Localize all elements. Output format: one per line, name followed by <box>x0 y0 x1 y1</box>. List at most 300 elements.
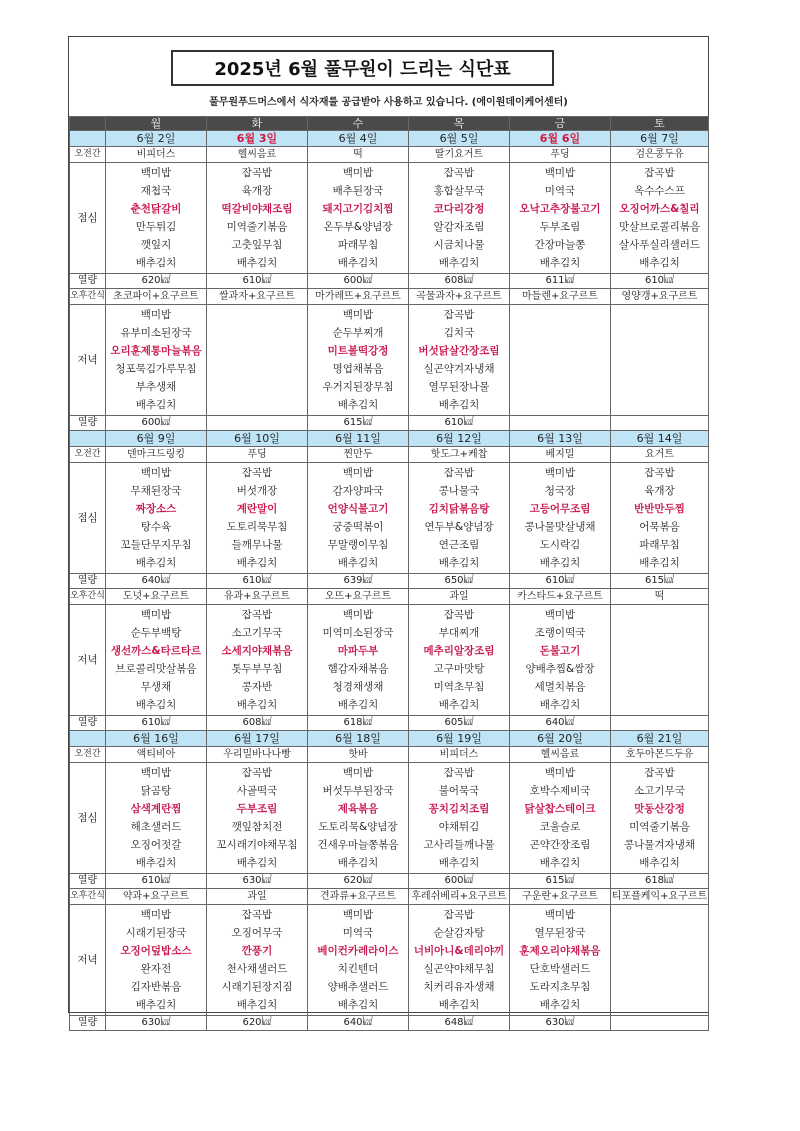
snack-am-cell: 비피더스 <box>409 747 510 763</box>
menu-item: 호박수제비국 <box>529 785 591 797</box>
menu-item: 버섯닭살간장조림 <box>418 345 500 357</box>
menu-item: 오징어까스&칠리 <box>619 203 700 215</box>
menu-item: 잡곡밥 <box>644 467 675 479</box>
date-cell: 6월 10일 <box>207 431 308 447</box>
snack-pm-cell: 약과+요구르트 <box>106 889 207 905</box>
subtitle: 풀무원푸드머스에서 식자재를 공급받아 사용하고 있습니다. (에이원데이케어센터) <box>209 97 568 108</box>
lunch-row <box>70 463 709 574</box>
menu-item: 백미밥 <box>342 767 374 779</box>
menu-item: 닭살찹스테이크 <box>524 803 596 815</box>
menu-item: 코다리강정 <box>433 203 485 215</box>
menu-item: 돼지고기김치찜 <box>322 203 394 215</box>
menu-item: 계란말이 <box>236 503 278 515</box>
date-cell: 6월 9일 <box>106 431 207 447</box>
menu-item: 춘천닭갈비 <box>130 203 182 215</box>
snack-am-cell: 비피더스 <box>106 147 207 163</box>
menu-item: 잡곡밥 <box>443 167 475 179</box>
lunch-cell <box>308 463 409 574</box>
menu-item: 깐풍기 <box>241 945 273 957</box>
date-cell: 6월 4일 <box>308 131 409 147</box>
dinner-row <box>70 905 709 1016</box>
snack-am-cell: 검은콩두유 <box>611 147 709 163</box>
lunch-cell <box>510 463 611 574</box>
dinner-row <box>70 605 709 716</box>
menu-item: 연두부&양념장 <box>424 521 494 533</box>
menu-item: 오징어덮밥소스 <box>120 945 192 957</box>
menu-item: 육개장 <box>241 185 273 197</box>
kcal-cell: 630㎉ <box>510 1016 611 1031</box>
menu-item: 백미밥 <box>140 167 172 179</box>
kcal-cell <box>510 416 611 431</box>
menu-item: 배추김치 <box>135 999 177 1011</box>
lunch-cell <box>106 463 207 574</box>
date-row-corner <box>70 731 106 747</box>
menu-item: 세멸치볶음 <box>534 681 586 693</box>
kcal-cell: 640㎉ <box>510 716 611 731</box>
date-cell: 6월 17일 <box>207 731 308 747</box>
menu-item: 무채된장국 <box>130 485 182 497</box>
menu-item: 김치닭볶음탕 <box>428 503 490 515</box>
menu-item: 김치국 <box>443 327 475 339</box>
menu-item: 옥수수스프 <box>634 185 685 197</box>
snack-pm-cell: 견과류+요구르트 <box>308 889 409 905</box>
lunch-row <box>70 763 709 874</box>
menu-item: 배추김치 <box>639 857 680 869</box>
snack-pm-cell: 도넛+요구르트 <box>106 589 207 605</box>
lunch-label: 점심 <box>70 763 106 874</box>
date-row-corner <box>70 131 106 147</box>
menu-item: 언양식불고기 <box>327 503 389 515</box>
snack-am-cell: 핫바 <box>308 747 409 763</box>
menu-item: 고구마맛탕 <box>433 663 485 675</box>
menu-item: 백미밥 <box>342 909 374 921</box>
menu-item: 백미밥 <box>140 909 172 921</box>
menu-item: 꽁치김치조림 <box>428 803 490 815</box>
date-cell: 6월 21일 <box>611 731 709 747</box>
dinner-cell <box>409 305 510 416</box>
dinner-kcal-row <box>70 716 709 731</box>
date-cell: 6월 5일 <box>409 131 510 147</box>
date-cell: 6월 12일 <box>409 431 510 447</box>
dinner-cell <box>409 905 510 1016</box>
snack-pm-row <box>70 589 709 605</box>
dinner-label: 저녁 <box>70 905 106 1016</box>
kcal-cell: 618㎉ <box>308 716 409 731</box>
date-cell: 6월 14일 <box>611 431 709 447</box>
menu-item: 유부미소된장국 <box>120 327 192 339</box>
dinner-row <box>70 305 709 416</box>
kcal-cell <box>207 416 308 431</box>
menu-item: 미역국 <box>544 185 576 197</box>
menu-item: 햄감자채볶음 <box>327 663 389 675</box>
kcal-cell <box>611 416 709 431</box>
snack-am-cell: 헬씨음료 <box>510 747 611 763</box>
snack-am-row <box>70 147 709 163</box>
kcal-cell: 611㎉ <box>510 274 611 289</box>
dinner-cell <box>409 605 510 716</box>
menu-item: 배추김치 <box>438 257 480 269</box>
menu-item: 육개장 <box>644 485 675 497</box>
snack-am-cell: 푸딩 <box>510 147 611 163</box>
kcal-cell: 618㎉ <box>611 874 709 889</box>
kcal-cell: 620㎉ <box>207 1016 308 1031</box>
snack-pm-cell: 초코파이+요구르트 <box>106 289 207 305</box>
kcal-label: 열량 <box>70 874 106 889</box>
snack-pm-cell: 구운란+요구르트 <box>510 889 611 905</box>
kcal-cell: 639㎉ <box>308 574 409 589</box>
dinner-cell <box>106 905 207 1016</box>
kcal-cell: 620㎉ <box>308 874 409 889</box>
menu-item: 조랭이떡국 <box>534 627 586 639</box>
date-cell: 6월 18일 <box>308 731 409 747</box>
date-cell: 6월 20일 <box>510 731 611 747</box>
menu-item: 배추김치 <box>337 399 379 411</box>
date-cell: 6월 13일 <box>510 431 611 447</box>
menu-item: 배추김치 <box>438 399 480 411</box>
date-row <box>70 131 709 147</box>
dinner-cell <box>510 605 611 716</box>
date-cell: 6월 16일 <box>106 731 207 747</box>
menu-item: 백미밥 <box>140 609 172 621</box>
menu-item: 무말랭이무침 <box>327 539 389 551</box>
kcal-cell: 610㎉ <box>207 574 308 589</box>
menu-item: 배추김치 <box>236 999 278 1011</box>
dinner-label: 저녁 <box>70 605 106 716</box>
menu-item: 순두부백탕 <box>130 627 182 639</box>
snack-pm-cell: 유과+요구르트 <box>207 589 308 605</box>
snack-pm-cell: 곡물과자+요구르트 <box>409 289 510 305</box>
menu-item: 버섯개장 <box>236 485 278 497</box>
date-row-corner <box>70 431 106 447</box>
menu-item: 백미밥 <box>544 767 576 779</box>
weekday-header-5: 토 <box>611 117 709 131</box>
menu-item: 맛살브로콜리볶음 <box>618 221 701 233</box>
menu-item: 배추김치 <box>135 699 177 711</box>
menu-item: 알감자조림 <box>433 221 485 233</box>
dinner-cell <box>611 905 709 1016</box>
menu-item: 잡곡밥 <box>241 167 273 179</box>
menu-item: 미트볼떡강정 <box>327 345 389 357</box>
menu-item: 야채튀김 <box>438 821 480 833</box>
weekday-header-2: 수 <box>308 117 409 131</box>
menu-item: 파래무침 <box>639 539 680 551</box>
menu-item: 짜장소스 <box>135 503 177 515</box>
kcal-cell: 650㎉ <box>409 574 510 589</box>
menu-item: 불어묵국 <box>438 785 480 797</box>
snack-pm-cell: 후레쉬베리+요구르트 <box>409 889 510 905</box>
menu-item: 배추김치 <box>539 557 581 569</box>
snack-pm-cell: 마들렌+요구르트 <box>510 289 611 305</box>
menu-item: 오징어젓갈 <box>130 839 182 851</box>
menu-item: 시래기된장지짐 <box>221 981 293 993</box>
menu-item: 무생채 <box>140 681 172 693</box>
kcal-cell: 610㎉ <box>611 274 709 289</box>
snack-am-cell: 덴마크드링킹 <box>106 447 207 463</box>
snack-am-cell: 떡 <box>308 147 409 163</box>
menu-item: 배추김치 <box>438 857 480 869</box>
dinner-cell <box>611 605 709 716</box>
lunch-cell <box>611 763 709 874</box>
menu-item: 소고기무국 <box>231 627 283 639</box>
menu-item: 생선까스&타르타르 <box>110 645 202 657</box>
kcal-cell: 610㎉ <box>510 574 611 589</box>
menu-item: 잡곡밥 <box>241 609 273 621</box>
snack-pm-cell: 떡 <box>611 589 709 605</box>
dinner-cell <box>207 305 308 416</box>
kcal-cell: 610㎉ <box>409 416 510 431</box>
menu-item: 코울슬로 <box>539 821 581 833</box>
weekday-header-0: 월 <box>106 117 207 131</box>
kcal-cell: 640㎉ <box>308 1016 409 1031</box>
menu-item: 떡갈비야채조림 <box>221 203 293 215</box>
menu-item: 콩나물국 <box>438 485 480 497</box>
menu-item: 사골떡국 <box>236 785 278 797</box>
menu-item: 마파두부 <box>337 645 379 657</box>
menu-item: 궁중떡볶이 <box>332 521 384 533</box>
menu-item: 배추김치 <box>539 999 581 1011</box>
menu-item: 양배추샐러드 <box>327 981 389 993</box>
lunch-cell <box>510 763 611 874</box>
lunch-cell <box>611 463 709 574</box>
menu-item: 배추김치 <box>539 699 581 711</box>
kcal-cell: 615㎉ <box>308 416 409 431</box>
kcal-cell: 640㎉ <box>106 574 207 589</box>
kcal-label: 열량 <box>70 274 106 289</box>
kcal-cell: 600㎉ <box>106 416 207 431</box>
menu-item: 깻잎참치전 <box>231 821 283 833</box>
menu-item: 배추김치 <box>539 857 581 869</box>
menu-item: 배추김치 <box>135 399 177 411</box>
snack-pm-cell: 과일 <box>207 889 308 905</box>
kcal-cell: 608㎉ <box>207 716 308 731</box>
menu-item: 오리훈제통마늘볶음 <box>110 345 202 357</box>
menu-item: 배추김치 <box>236 699 278 711</box>
menu-item: 베이컨카레라이스 <box>317 945 399 957</box>
menu-item: 우거지된장무침 <box>322 381 394 393</box>
menu-item: 청포묵김가루무침 <box>115 363 197 375</box>
date-cell: 6월 7일 <box>611 131 709 147</box>
snack-pm-label: 오후간식 <box>70 889 106 905</box>
menu-item: 시래기된장국 <box>125 927 187 939</box>
menu-item: 곤약간장조림 <box>529 839 591 851</box>
dinner-cell <box>106 605 207 716</box>
menu-item: 미역미소된장국 <box>322 627 394 639</box>
snack-am-cell: 핫도그+케찹 <box>409 447 510 463</box>
menu-item: 백미밥 <box>342 309 374 321</box>
snack-pm-cell: 오뜨+요구르트 <box>308 589 409 605</box>
snack-am-cell: 푸딩 <box>207 447 308 463</box>
menu-item: 해초샐러드 <box>130 821 182 833</box>
menu-item: 톳두부무침 <box>231 663 283 675</box>
menu-item: 배추김치 <box>236 257 278 269</box>
menu-item: 완자전 <box>140 963 172 975</box>
weekday-header-4: 금 <box>510 117 611 131</box>
lunch-cell <box>510 163 611 274</box>
menu-item: 닭곰탕 <box>140 785 172 797</box>
menu-item: 도시락김 <box>539 539 581 551</box>
lunch-cell <box>308 163 409 274</box>
lunch-cell <box>106 163 207 274</box>
menu-item: 도토리묵&양념장 <box>318 821 398 833</box>
menu-item: 잡곡밥 <box>644 767 675 779</box>
menu-item: 꼬시래기야채무침 <box>216 839 298 851</box>
kcal-cell: 630㎉ <box>207 874 308 889</box>
lunch-cell <box>207 463 308 574</box>
menu-item: 열무된장나물 <box>428 381 490 393</box>
menu-item: 잡곡밥 <box>644 167 675 179</box>
dinner-cell <box>611 305 709 416</box>
lunch-cell <box>409 763 510 874</box>
menu-item: 배추김치 <box>337 857 379 869</box>
snack-pm-cell: 티포플케익+요구르트 <box>611 889 709 905</box>
menu-item: 열무된장국 <box>534 927 586 939</box>
menu-item: 단호박샐러드 <box>529 963 591 975</box>
weekday-header-1: 화 <box>207 117 308 131</box>
menu-item: 맛동산강정 <box>634 803 685 815</box>
menu-item: 배추김치 <box>135 557 177 569</box>
menu-item: 백미밥 <box>140 309 172 321</box>
kcal-cell: 615㎉ <box>611 574 709 589</box>
menu-item: 백미밥 <box>140 467 172 479</box>
snack-am-cell: 헬씨음료 <box>207 147 308 163</box>
menu-item: 잡곡밥 <box>241 909 273 921</box>
lunch-cell <box>409 163 510 274</box>
date-cell: 6월 2일 <box>106 131 207 147</box>
menu-item: 도토리묵무침 <box>226 521 288 533</box>
lunch-cell <box>308 763 409 874</box>
menu-item: 미역초무침 <box>433 681 485 693</box>
menu-item: 양배추찜&쌈장 <box>525 663 595 675</box>
kcal-cell: 605㎉ <box>409 716 510 731</box>
snack-am-row <box>70 747 709 763</box>
snack-am-cell: 액티비아 <box>106 747 207 763</box>
snack-am-cell: 우리밀바나나빵 <box>207 747 308 763</box>
menu-item: 잡곡밥 <box>443 909 475 921</box>
menu-item: 제육볶음 <box>337 803 379 815</box>
date-cell: 6월 11일 <box>308 431 409 447</box>
menu-item: 시금치나물 <box>433 239 485 251</box>
menu-item: 배추된장국 <box>332 185 384 197</box>
menu-item: 천사채샐러드 <box>226 963 288 975</box>
menu-item: 소세지야채볶음 <box>221 645 293 657</box>
menu-item: 청경채생채 <box>332 681 384 693</box>
lunch-label: 점심 <box>70 163 106 274</box>
snack-am-cell: 베지밀 <box>510 447 611 463</box>
menu-item: 두부조림 <box>539 221 581 233</box>
snack-am-cell: 찐만두 <box>308 447 409 463</box>
kcal-label: 열량 <box>70 1016 106 1031</box>
menu-item: 배추김치 <box>337 699 379 711</box>
kcal-cell: 608㎉ <box>409 274 510 289</box>
menu-item: 백미밥 <box>342 467 374 479</box>
menu-item: 배추김치 <box>438 557 480 569</box>
menu-item: 두부조림 <box>236 803 278 815</box>
date-cell: 6월 3일 <box>207 131 308 147</box>
kcal-cell <box>611 716 709 731</box>
menu-item: 배추김치 <box>236 557 278 569</box>
menu-item: 들깨무나물 <box>231 539 283 551</box>
menu-item: 간장마늘쫑 <box>534 239 586 251</box>
lunch-kcal-row <box>70 574 709 589</box>
menu-item: 버섯두부된장국 <box>322 785 394 797</box>
lunch-cell <box>106 763 207 874</box>
menu-item: 건새우마늘쫑볶음 <box>317 839 399 851</box>
kcal-label: 열량 <box>70 716 106 731</box>
menu-item: 메추리알장조림 <box>423 645 495 657</box>
menu-item: 재첩국 <box>140 185 172 197</box>
kcal-cell <box>611 1016 709 1031</box>
date-cell: 6월 6일 <box>510 131 611 147</box>
kcal-cell: 615㎉ <box>510 874 611 889</box>
kcal-label: 열량 <box>70 416 106 431</box>
menu-item: 고등어무조림 <box>529 503 591 515</box>
menu-item: 배추김치 <box>135 257 177 269</box>
menu-item: 백미밥 <box>342 609 374 621</box>
menu-item: 고사리들깨나물 <box>423 839 495 851</box>
menu-item: 백미밥 <box>544 467 576 479</box>
lunch-kcal-row <box>70 874 709 889</box>
lunch-label: 점심 <box>70 463 106 574</box>
snack-pm-label: 오후간식 <box>70 289 106 305</box>
menu-table <box>69 116 709 1031</box>
snack-am-label: 오전간 <box>70 447 106 463</box>
kcal-cell: 610㎉ <box>106 874 207 889</box>
weekday-header-row <box>70 117 709 131</box>
menu-item: 탕수육 <box>140 521 172 533</box>
snack-pm-cell: 과일 <box>409 589 510 605</box>
date-cell: 6월 19일 <box>409 731 510 747</box>
menu-item: 만두튀김 <box>135 221 177 233</box>
menu-item: 실곤약겨자냉채 <box>423 363 495 375</box>
menu-item: 순살감자탕 <box>433 927 485 939</box>
weekday-header-corner <box>70 117 106 131</box>
dinner-cell <box>308 905 409 1016</box>
menu-item: 배추김치 <box>539 257 581 269</box>
menu-item: 배추김치 <box>337 257 379 269</box>
lunch-row <box>70 163 709 274</box>
snack-am-label: 오전간 <box>70 147 106 163</box>
menu-item: 콩자반 <box>241 681 273 693</box>
menu-item: 배추김치 <box>639 557 680 569</box>
kcal-cell: 600㎉ <box>308 274 409 289</box>
menu-item: 부추생채 <box>135 381 177 393</box>
menu-item: 소고기무국 <box>634 785 685 797</box>
lunch-cell <box>611 163 709 274</box>
menu-item: 부대찌개 <box>438 627 480 639</box>
menu-item: 배추김치 <box>337 557 379 569</box>
menu-item: 잡곡밥 <box>443 309 475 321</box>
snack-pm-cell: 쌀과자+요구르트 <box>207 289 308 305</box>
dinner-cell <box>510 305 611 416</box>
menu-item: 미역줄기볶음 <box>226 221 288 233</box>
date-row <box>70 431 709 447</box>
menu-item: 치킨텐더 <box>337 963 379 975</box>
menu-item: 백미밥 <box>544 609 576 621</box>
kcal-cell: 610㎉ <box>207 274 308 289</box>
kcal-label: 열량 <box>70 574 106 589</box>
dinner-cell <box>308 605 409 716</box>
menu-item: 배추김치 <box>236 857 278 869</box>
menu-item: 감자양파국 <box>332 485 384 497</box>
menu-item: 파래무침 <box>337 239 379 251</box>
menu-item: 돈불고기 <box>539 645 581 657</box>
snack-am-cell: 요거트 <box>611 447 709 463</box>
kcal-cell: 610㎉ <box>106 716 207 731</box>
menu-item: 꼬들단무지무침 <box>120 539 192 551</box>
snack-pm-row <box>70 889 709 905</box>
menu-item: 배추김치 <box>639 257 680 269</box>
menu-item: 백미밥 <box>140 767 172 779</box>
